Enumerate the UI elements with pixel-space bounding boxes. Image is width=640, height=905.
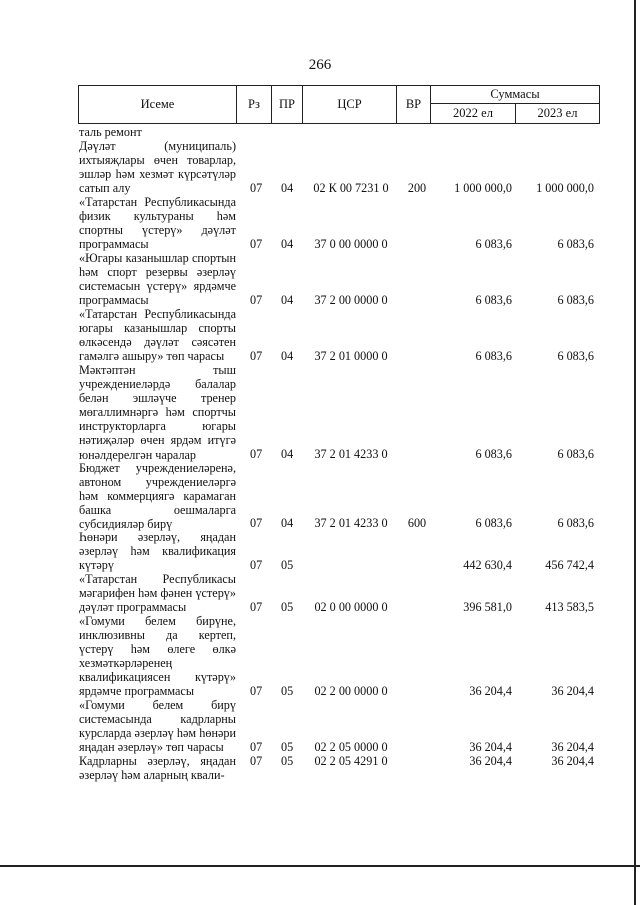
- row-sum-2022: 6 083,6: [475, 348, 512, 363]
- row-rz: 07: [250, 292, 263, 307]
- row-rz: 07: [250, 557, 263, 572]
- row-sum-2023: 413 583,5: [545, 599, 594, 614]
- table-row: [0, 307, 640, 363]
- table-row: [0, 754, 640, 782]
- row-vr: 600: [407, 515, 427, 530]
- row-csr: 37 0 00 0000 0: [314, 236, 388, 251]
- row-sum-2022: 6 083,6: [475, 446, 512, 461]
- page-number: 266: [308, 57, 332, 73]
- row-pr: 05: [281, 557, 294, 572]
- row-sum-2022: 36 204,4: [469, 753, 512, 768]
- row-csr: 02 0 00 0000 0: [314, 599, 388, 614]
- row-sum-2023: 36 204,4: [551, 739, 594, 754]
- row-rz: 07: [250, 683, 263, 698]
- row-name: Дәүләт (муниципаль) ихтыяҗлары өчен товарлар, эшләр һәм хезмәт күрсәтүләр сатып алу: [79, 139, 236, 196]
- row-rz: 07: [250, 446, 263, 461]
- row-rz: 07: [250, 739, 263, 754]
- row-sum-2022: 36 204,4: [469, 683, 512, 698]
- row-sum-2022: 6 083,6: [475, 236, 512, 251]
- row-sum-2022: 6 083,6: [475, 292, 512, 307]
- header-year-2022: 2022 ел: [430, 103, 516, 124]
- row-sum-2023: 6 083,6: [557, 292, 594, 307]
- table-row: [0, 251, 640, 307]
- row-csr: 37 2 00 0000 0: [314, 292, 388, 307]
- row-rz: 07: [250, 236, 263, 251]
- header-pr: ПР: [271, 85, 303, 124]
- row-sum-2023: 1 000 000,0: [536, 180, 594, 195]
- table-row: [0, 363, 640, 461]
- table-row: [0, 195, 640, 251]
- row-pr: 04: [281, 348, 294, 363]
- row-sum-2023: 6 083,6: [557, 236, 594, 251]
- header-csr: ЦСР: [302, 85, 397, 124]
- row-pr: 04: [281, 180, 294, 195]
- row-name: «Татарстан Республикасында физик культураны һәм спортны үстерү» дәүләт программасы: [79, 195, 236, 252]
- header-rz: Рз: [236, 85, 272, 124]
- row-sum-2023: 6 083,6: [557, 348, 594, 363]
- row-csr: 02 2 05 0000 0: [314, 739, 388, 754]
- row-csr: 02 2 05 4291 0: [314, 753, 388, 768]
- row-sum-2023: 36 204,4: [551, 683, 594, 698]
- row-sum-2022: 36 204,4: [469, 739, 512, 754]
- row-sum-2022: 1 000 000,0: [454, 180, 512, 195]
- table-row: [0, 125, 640, 139]
- row-pr: 05: [281, 753, 294, 768]
- row-csr: 37 2 01 4233 0: [314, 515, 388, 530]
- row-name: «Гомуми белем бирүне, инклюзивны да кертеп, үстерү һәм өлеге өлкә хезмәткәрләренең квалификациясен күтәрү» ярдәмче программасы: [79, 614, 236, 699]
- row-name: «Гомуми белем бирү системасында кадрларны курсларда әзерләү һәм һөнәри яңадан әзерләү» төп чарасы: [79, 698, 236, 755]
- row-pr: 04: [281, 236, 294, 251]
- row-pr: 05: [281, 599, 294, 614]
- row-pr: 05: [281, 683, 294, 698]
- row-pr: 04: [281, 515, 294, 530]
- header-vr: ВР: [396, 85, 431, 124]
- row-vr: 200: [407, 180, 427, 195]
- row-name: «Татарстан Республикасы мәгарифен һәм фәнен үстерү» дәүләт программасы: [79, 572, 236, 615]
- row-sum-2023: 456 742,4: [545, 557, 594, 572]
- row-sum-2022: 6 083,6: [475, 515, 512, 530]
- row-rz: 07: [250, 599, 263, 614]
- page-border-bottom: [0, 865, 640, 867]
- row-pr: 04: [281, 292, 294, 307]
- row-csr: 37 2 01 4233 0: [314, 446, 388, 461]
- header-year-2023: 2023 ел: [515, 103, 600, 124]
- table-row: [0, 698, 640, 754]
- row-name: таль ремонт: [79, 125, 142, 139]
- row-name: «Югары казанышлар спортын һәм спорт резервы әзерләү системасын үстерү» ярдәмче программасы: [79, 251, 236, 308]
- table-row: [0, 572, 640, 614]
- table-row: [0, 461, 640, 530]
- row-csr: 02 К 00 7231 0: [313, 180, 389, 195]
- row-rz: 07: [250, 348, 263, 363]
- row-sum-2023: 6 083,6: [557, 515, 594, 530]
- header-sums: Суммасы: [430, 85, 600, 104]
- row-name: Мәктәптән тыш учреждениеләрдә балалар белән эшләүче тренер мөгаллимнәргә һәм спортчы инструкторларга югары нәтиҗәләр өчен ярдәм итүгә юнәлдерелгән чаралар: [79, 363, 236, 462]
- row-sum-2022: 442 630,4: [463, 557, 512, 572]
- row-sum-2022: 396 581,0: [463, 599, 512, 614]
- header-name: Исеме: [78, 85, 237, 124]
- row-rz: 07: [250, 180, 263, 195]
- row-name: «Татарстан Республикасында югары казанышлар спорты өлкәсендә дәүләт сәясәтен гамәлгә ашыру» төп чарасы: [79, 307, 236, 364]
- row-rz: 07: [250, 753, 263, 768]
- row-csr: 37 2 01 0000 0: [314, 348, 388, 363]
- row-sum-2023: 36 204,4: [551, 753, 594, 768]
- table-row: [0, 139, 640, 195]
- row-pr: 04: [281, 446, 294, 461]
- row-rz: 07: [250, 515, 263, 530]
- row-sum-2023: 6 083,6: [557, 446, 594, 461]
- row-name: Бюджет учреждениеләренә, автоном учреждениеләргә һәм коммерциягә карамаган башка оешмаларга субсидияләр бирү: [79, 461, 236, 532]
- row-name: Кадрларны әзерләү, яңадан әзерләү һәм аларның квали-: [79, 754, 236, 782]
- row-pr: 05: [281, 739, 294, 754]
- table-row: [0, 614, 640, 698]
- row-name: Һөнәри әзерләү, яңадан әзерләү һәм квалификация күтәрү: [79, 530, 236, 573]
- row-csr: 02 2 00 0000 0: [314, 683, 388, 698]
- table-row: [0, 530, 640, 572]
